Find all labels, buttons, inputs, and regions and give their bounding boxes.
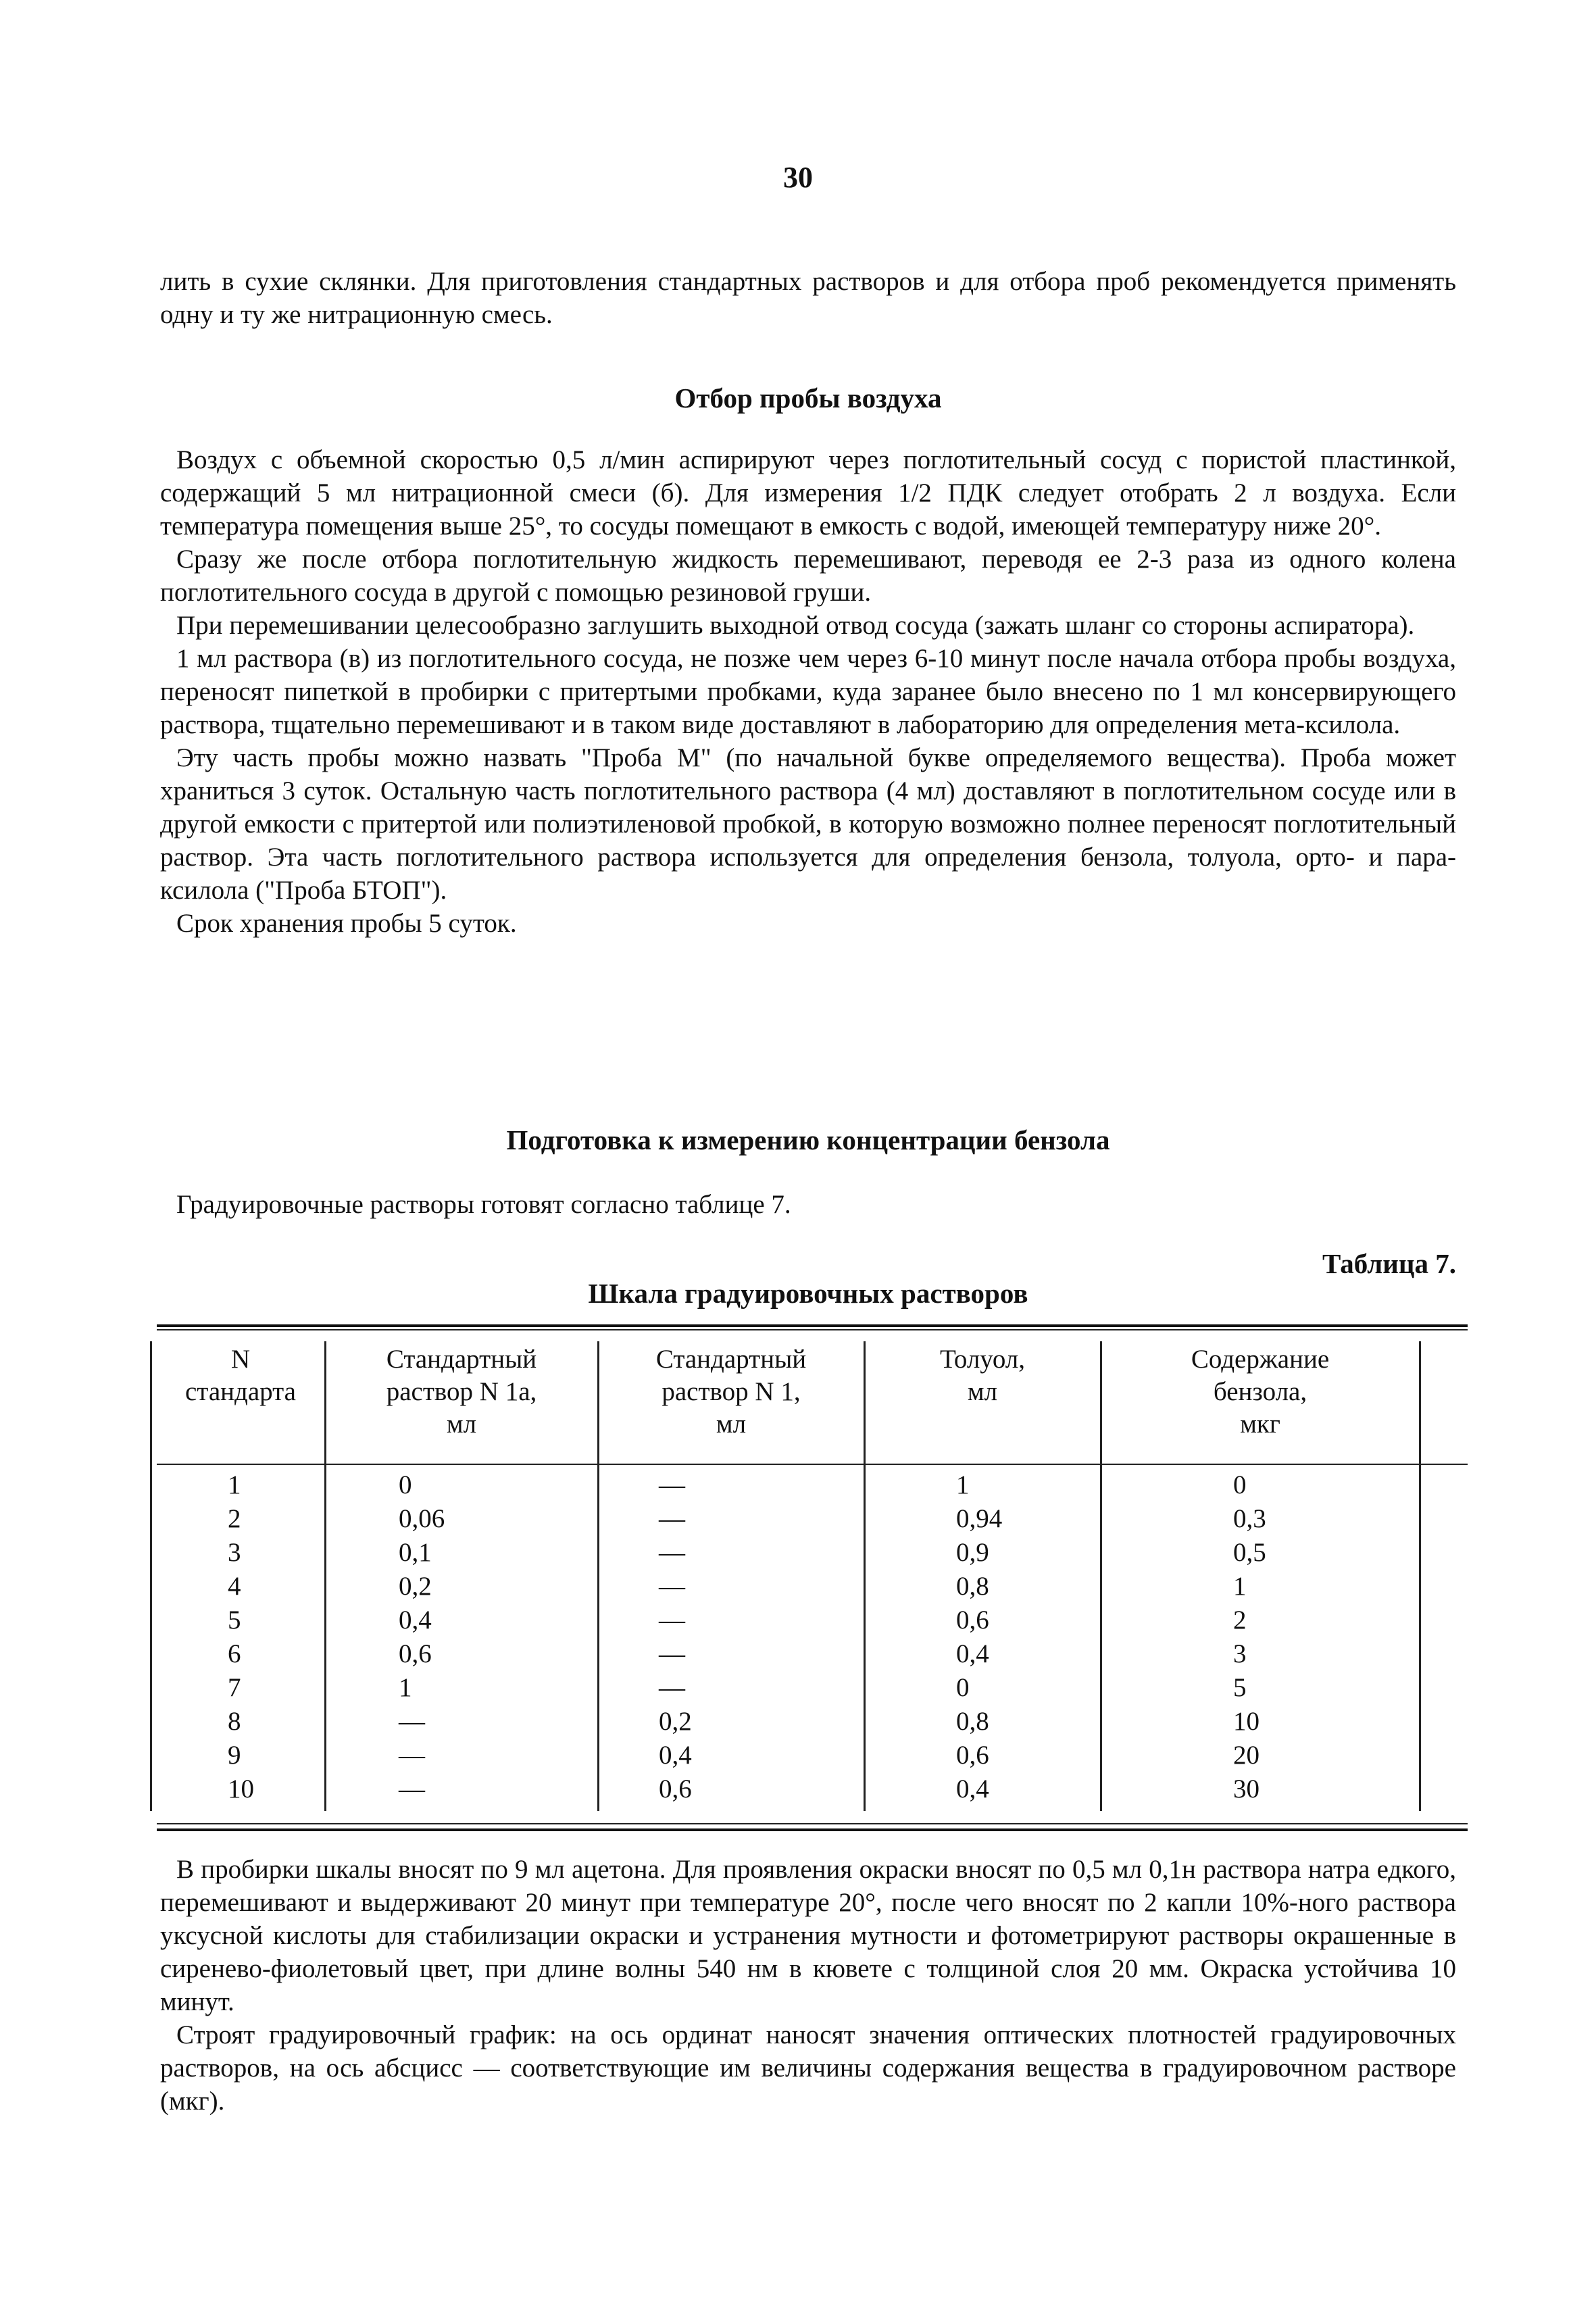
table-header-solution-1 <box>599 1343 863 1441</box>
paragraph: 1 мл раствора (в) из поглотительного сосуда, не позже чем через 6-10 минут после начала отбора пробы воздуха, переносят пипеткой в пробирки с притертыми пробками, куда заранее было внесено по 1 мл консервирующего раствора, тщательно перемешивают и в таком виде доставляют в лабораторию для определения мета-ксилола. <box>160 644 1456 739</box>
air-sampling-section <box>160 443 1456 940</box>
table-cell: 0,9 <box>956 1538 989 1567</box>
table-number-label: Таблица 7. <box>1322 1248 1456 1279</box>
table-bottom-rule <box>157 1823 1468 1824</box>
table-cell: 0,1 <box>399 1538 432 1567</box>
table-cell: 0,4 <box>956 1774 989 1803</box>
header-line: стандарта <box>185 1377 296 1406</box>
paragraph: Эту часть пробы можно назвать "Проба М" (по начальной букве определяемого вещества). Проба может храниться 3 суток. Остальную часть поглотительного раствора (4 мл) доставляют в поглотительном сосуде или в другой емкости с притертой или полиэтиленовой пробкой, в которую возможно полнее переносят поглотительный раствор. Эта часть поглотительного раствора используется для определения бензола, толуола, орто- и пара-ксилола ("Проба БТОП"). <box>160 743 1456 905</box>
header-line: N <box>230 1345 251 1374</box>
intro-text: лить в сухие склянки. Для приготовления стандартных растворов и для отбора проб рекомендуется применять одну и ту же нитрационную смесь. <box>160 267 1456 329</box>
after-table-section <box>160 1853 1456 2118</box>
table-cell: 0 <box>956 1673 970 1702</box>
table-cell: 0,6 <box>399 1639 432 1668</box>
table-vline <box>1419 1341 1421 1811</box>
table-header-rule <box>157 1464 1468 1465</box>
table-vline <box>150 1341 152 1811</box>
section-title-benzene-prep: Подготовка к измерению концентрации бензола <box>506 1124 1110 1155</box>
section-title-air-sampling: Отбор пробы воздуха <box>674 382 942 414</box>
table-cell: 2 <box>1233 1605 1247 1635</box>
table-cell: 1 <box>228 1470 241 1499</box>
table-header-standard-number <box>157 1343 324 1408</box>
table-cell: — <box>659 1538 685 1567</box>
paragraph: При перемешивании целесообразно заглушить выходной отвод сосуда (зажать шланг со стороны аспиратора). <box>176 611 1415 640</box>
table-cell: 2 <box>228 1504 241 1533</box>
table-cell: 1 <box>399 1673 412 1702</box>
table-header-benzene-content <box>1102 1343 1418 1441</box>
table-cell: — <box>659 1504 685 1533</box>
table-cell: — <box>659 1673 685 1702</box>
table-cell: — <box>399 1774 425 1803</box>
table-cell: 7 <box>228 1673 241 1702</box>
table-cell: — <box>659 1605 685 1635</box>
table-top-rule-inner <box>157 1329 1468 1330</box>
header-line: бензола, <box>1213 1377 1307 1406</box>
table-cell: 9 <box>228 1741 241 1770</box>
table-top-rule <box>157 1324 1468 1327</box>
table-cell: 3 <box>1233 1639 1247 1668</box>
table-cell: 0,5 <box>1233 1538 1266 1567</box>
header-line: мл <box>716 1410 747 1439</box>
table-cell: — <box>659 1572 685 1601</box>
section2-intro-text: Градуировочные растворы готовят согласно таблице 7. <box>176 1190 791 1219</box>
table-cell: 0,2 <box>399 1572 432 1601</box>
table-cell: 1 <box>956 1470 970 1499</box>
header-line: Стандартный <box>655 1345 807 1374</box>
table-bottom-rule-outer <box>157 1828 1468 1831</box>
table-cell: 0,4 <box>399 1605 432 1635</box>
paragraph: Срок хранения пробы 5 суток. <box>176 909 517 938</box>
paragraph: Сразу же после отбора поглотительную жидкость перемешивают, переводя ее 2-3 раза из одного колена поглотительного сосуда в другой с помощью резиновой груши. <box>160 545 1456 607</box>
table-cell: 10 <box>228 1774 254 1803</box>
table-vline <box>864 1341 866 1811</box>
section2-intro <box>160 1188 1456 1221</box>
header-line: Толуол, <box>939 1345 1026 1374</box>
table-cell: 3 <box>228 1538 241 1567</box>
header-line: мл <box>967 1377 998 1406</box>
header-line: мл <box>446 1410 477 1439</box>
table-cell: 4 <box>228 1572 241 1601</box>
table-cell: 0,2 <box>659 1707 692 1736</box>
header-line: Содержание <box>1191 1345 1330 1374</box>
table-cell: 0,6 <box>956 1741 989 1770</box>
header-line: мкг <box>1240 1410 1280 1439</box>
table-cell: — <box>659 1470 685 1499</box>
table-cell: 0,8 <box>956 1707 989 1736</box>
table-cell: 0,4 <box>956 1639 989 1668</box>
paragraph: Строят градуировочный график: на ось ординат наносят значения оптических плотностей градуировочных растворов, на ось абсцисс — соответствующие им величины содержания вещества в градуировочном растворе (мкг). <box>160 2020 1456 2116</box>
table-cell: 5 <box>228 1605 241 1635</box>
table-cell: 0 <box>399 1470 412 1499</box>
table-cell: 0,6 <box>956 1605 989 1635</box>
table-cell: 30 <box>1233 1774 1260 1803</box>
table-cell: 0,3 <box>1233 1504 1266 1533</box>
paragraph: Воздух с объемной скоростью 0,5 л/мин аспирируют через поглотительный сосуд с пористой пластинкой, содержащий 5 мл нитрационной смеси (б). Для измерения 1/2 ПДК следует отобрать 2 л воздуха. Если температура помещения выше 25°, то сосуды помещают в емкость с водой, имеющей температуру ниже 20°. <box>160 445 1456 541</box>
table-cell: — <box>399 1741 425 1770</box>
page-number: 30 <box>783 161 813 194</box>
table-cell: 0,4 <box>659 1741 692 1770</box>
table-header-toluene <box>866 1343 1099 1408</box>
table-cell: 5 <box>1233 1673 1247 1702</box>
table-cell: 8 <box>228 1707 241 1736</box>
header-line: Стандартный <box>386 1345 537 1374</box>
header-line: раствор N 1, <box>662 1377 801 1406</box>
table-cell: 0,6 <box>659 1774 692 1803</box>
table-cell: 0,94 <box>956 1504 1003 1533</box>
table-title: Шкала градуировочных растворов <box>588 1278 1028 1309</box>
table-cell: 0 <box>1233 1470 1247 1499</box>
paragraph: В пробирки шкалы вносят по 9 мл ацетона. Для проявления окраски вносят по 0,5 мл 0,1н раствора натра едкого, перемешивают и выдерживают 20 минут при температуре 20°, после чего вносят по 2 капли 10%-ного раствора уксусной кислоты для стабилизации окраски и устранения мутности и фотометрируют растворы окрашенные в сиренево-фиолетовый цвет, при длине волны 540 нм в кювете с толщиной слоя 20 мм. Окраска устойчива 10 минут. <box>160 1855 1456 2016</box>
table-cell: — <box>399 1707 425 1736</box>
table-cell: 20 <box>1233 1741 1260 1770</box>
table-cell: 6 <box>228 1639 241 1668</box>
table-cell: 10 <box>1233 1707 1260 1736</box>
header-line: раствор N 1а, <box>386 1377 537 1406</box>
table-cell: — <box>659 1639 685 1668</box>
table-header-solution-1a <box>326 1343 597 1441</box>
table-cell: 0,8 <box>956 1572 989 1601</box>
table-cell: 1 <box>1233 1572 1247 1601</box>
intro-paragraph <box>160 265 1456 331</box>
table-cell: 0,06 <box>399 1504 445 1533</box>
